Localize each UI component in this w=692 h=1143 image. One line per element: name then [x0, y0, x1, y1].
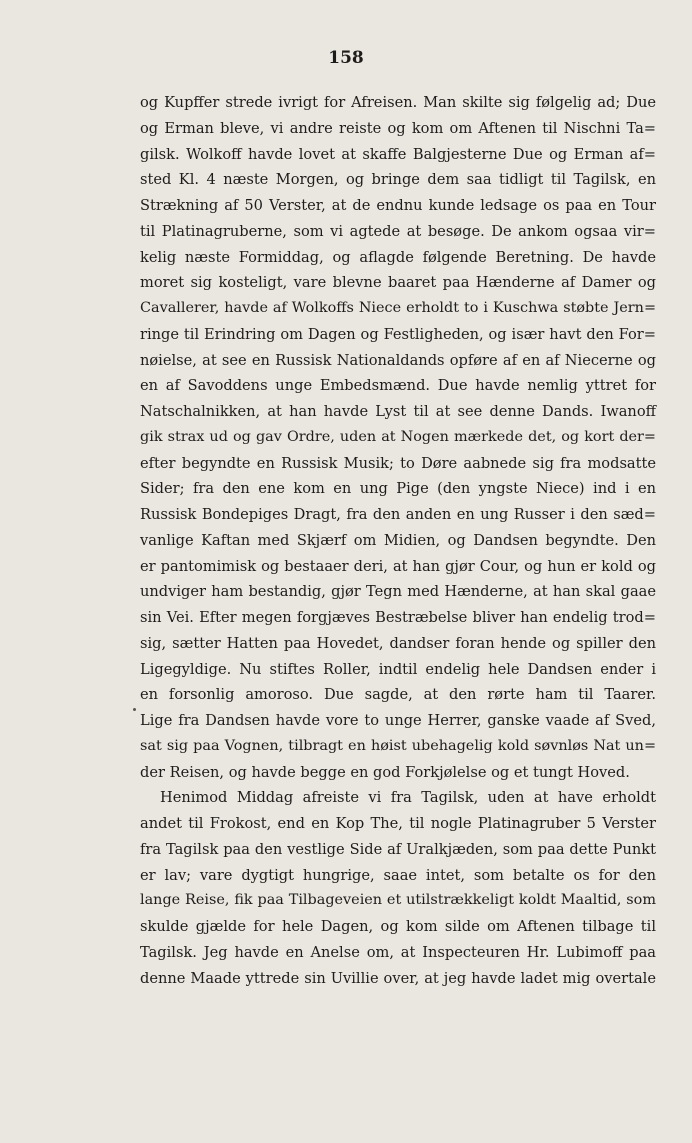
text-line: skulde gjælde for hele Dagen, og kom silde om Aftenen tilbage til — [140, 918, 656, 935]
text-line: sig, sætter Hatten paa Hovedet, dandser foran hende og spiller den — [140, 634, 656, 652]
body-text — [140, 90, 656, 991]
text-line: efter begyndte en Russisk Musik; to Døre aabnede sig fra modsatte — [140, 454, 656, 472]
text-line: undviger ham bestandig, gjør Tegn med Hænderne, at han skal gaae — [140, 583, 656, 601]
text-line: Cavallerer, havde af Wolkoffs Niece erholdt to i Kuschwa støbte Jern= — [140, 300, 656, 316]
text-line: lange Reise, fik paa Tilbageveien et utilstrækkeligt koldt Maaltid, som — [140, 892, 656, 909]
text-line: sat sig paa Vognen, tilbragt en høist ubehagelig kold søvnløs Nat un= — [140, 737, 656, 754]
text-line: sin Vei. Efter megen forgjæves Bestræbelse bliver han endelig trod= — [140, 609, 656, 626]
text-line: der Reisen, og havde begge en god Forkjølelse og et tungt Hoved. — [140, 763, 630, 781]
text-line: moret sig kosteligt, vare blevne baaret paa Hænderne af Damer og — [140, 274, 656, 292]
text-line: andet til Frokost, end en Kop The, til nogle Platinagruber 5 Verster — [140, 815, 656, 832]
text-line: Tagilsk. Jeg havde en Anelse om, at Inspecteuren Hr. Lubimoff paa — [140, 943, 656, 961]
text-line: Russisk Bondepiges Dragt, fra den anden en ung Russer i den sæd= — [140, 506, 656, 523]
text-line: vanlige Kaftan med Skjærf om Midien, og Dandsen begyndte. Den — [140, 531, 656, 549]
text-line: er pantomimisk og bestaaer deri, at han gjør Cour, og hun er kold og — [140, 557, 656, 575]
margin-mark — [133, 708, 136, 711]
text-line: Natschalnikken, at han havde Lyst til at see denne Dands. Iwanoff — [140, 403, 656, 420]
text-line: er lav; vare dygtigt hungrige, saae intet, som betalte os for den — [140, 866, 656, 884]
text-line: Ligegyldige. Nu stiftes Roller, indtil endelig hele Dandsen ender i — [140, 660, 656, 678]
text-line: til Platinagruberne, som vi agtede at besøge. De ankom ogsaa vir= — [140, 222, 656, 240]
text-line: Strækning af 50 Verster, at de endnu kunde ledsage os paa en Tour — [140, 197, 656, 214]
text-line: ringe til Erindring om Dagen og Festligheden, og især havt den For= — [140, 325, 656, 343]
text-line: fra Tagilsk paa den vestlige Side af Uralkjæden, som paa dette Punkt — [140, 840, 656, 858]
text-line: en af Savoddens unge Embedsmænd. Due havde nemlig yttret for — [140, 377, 656, 395]
text-line: kelig næste Formiddag, og aflagde følgende Beretning. De havde — [140, 248, 656, 266]
text-line: en forsonlig amoroso. Due sagde, at den rørte ham til Taarer. — [140, 686, 656, 704]
text-line: og Erman bleve, vi andre reiste og kom om Aftenen til Nischni Ta= — [140, 119, 656, 137]
text-line: Henimod Middag afreiste vi fra Tagilsk, uden at have erholdt — [160, 789, 656, 807]
page-number: 158 — [328, 48, 364, 68]
text-line: Sider; fra den ene kom en ung Pige (den yngste Niece) ind i en — [140, 480, 656, 498]
text-line: gilsk. Wolkoff havde lovet at skaffe Balgjesterne Due og Erman af= — [140, 145, 656, 163]
text-line: gik strax ud og gav Ordre, uden at Nogen mærkede det, og kort der= — [140, 428, 656, 445]
text-line: nøielse, at see en Russisk Nationaldands opføre af en af Niecerne og — [140, 351, 656, 369]
text-line: Lige fra Dandsen havde vore to unge Herrer, ganske vaade af Sved, — [140, 712, 656, 729]
text-line: denne Maade yttrede sin Uvillie over, at jeg havde ladet mig overtale — [140, 969, 656, 987]
text-line: sted Kl. 4 næste Morgen, og bringe dem saa tidligt til Tagilsk, en — [140, 171, 656, 189]
text-line: og Kupffer strede ivrigt for Afreisen. Man skilte sig følgelig ad; Due — [140, 94, 656, 111]
